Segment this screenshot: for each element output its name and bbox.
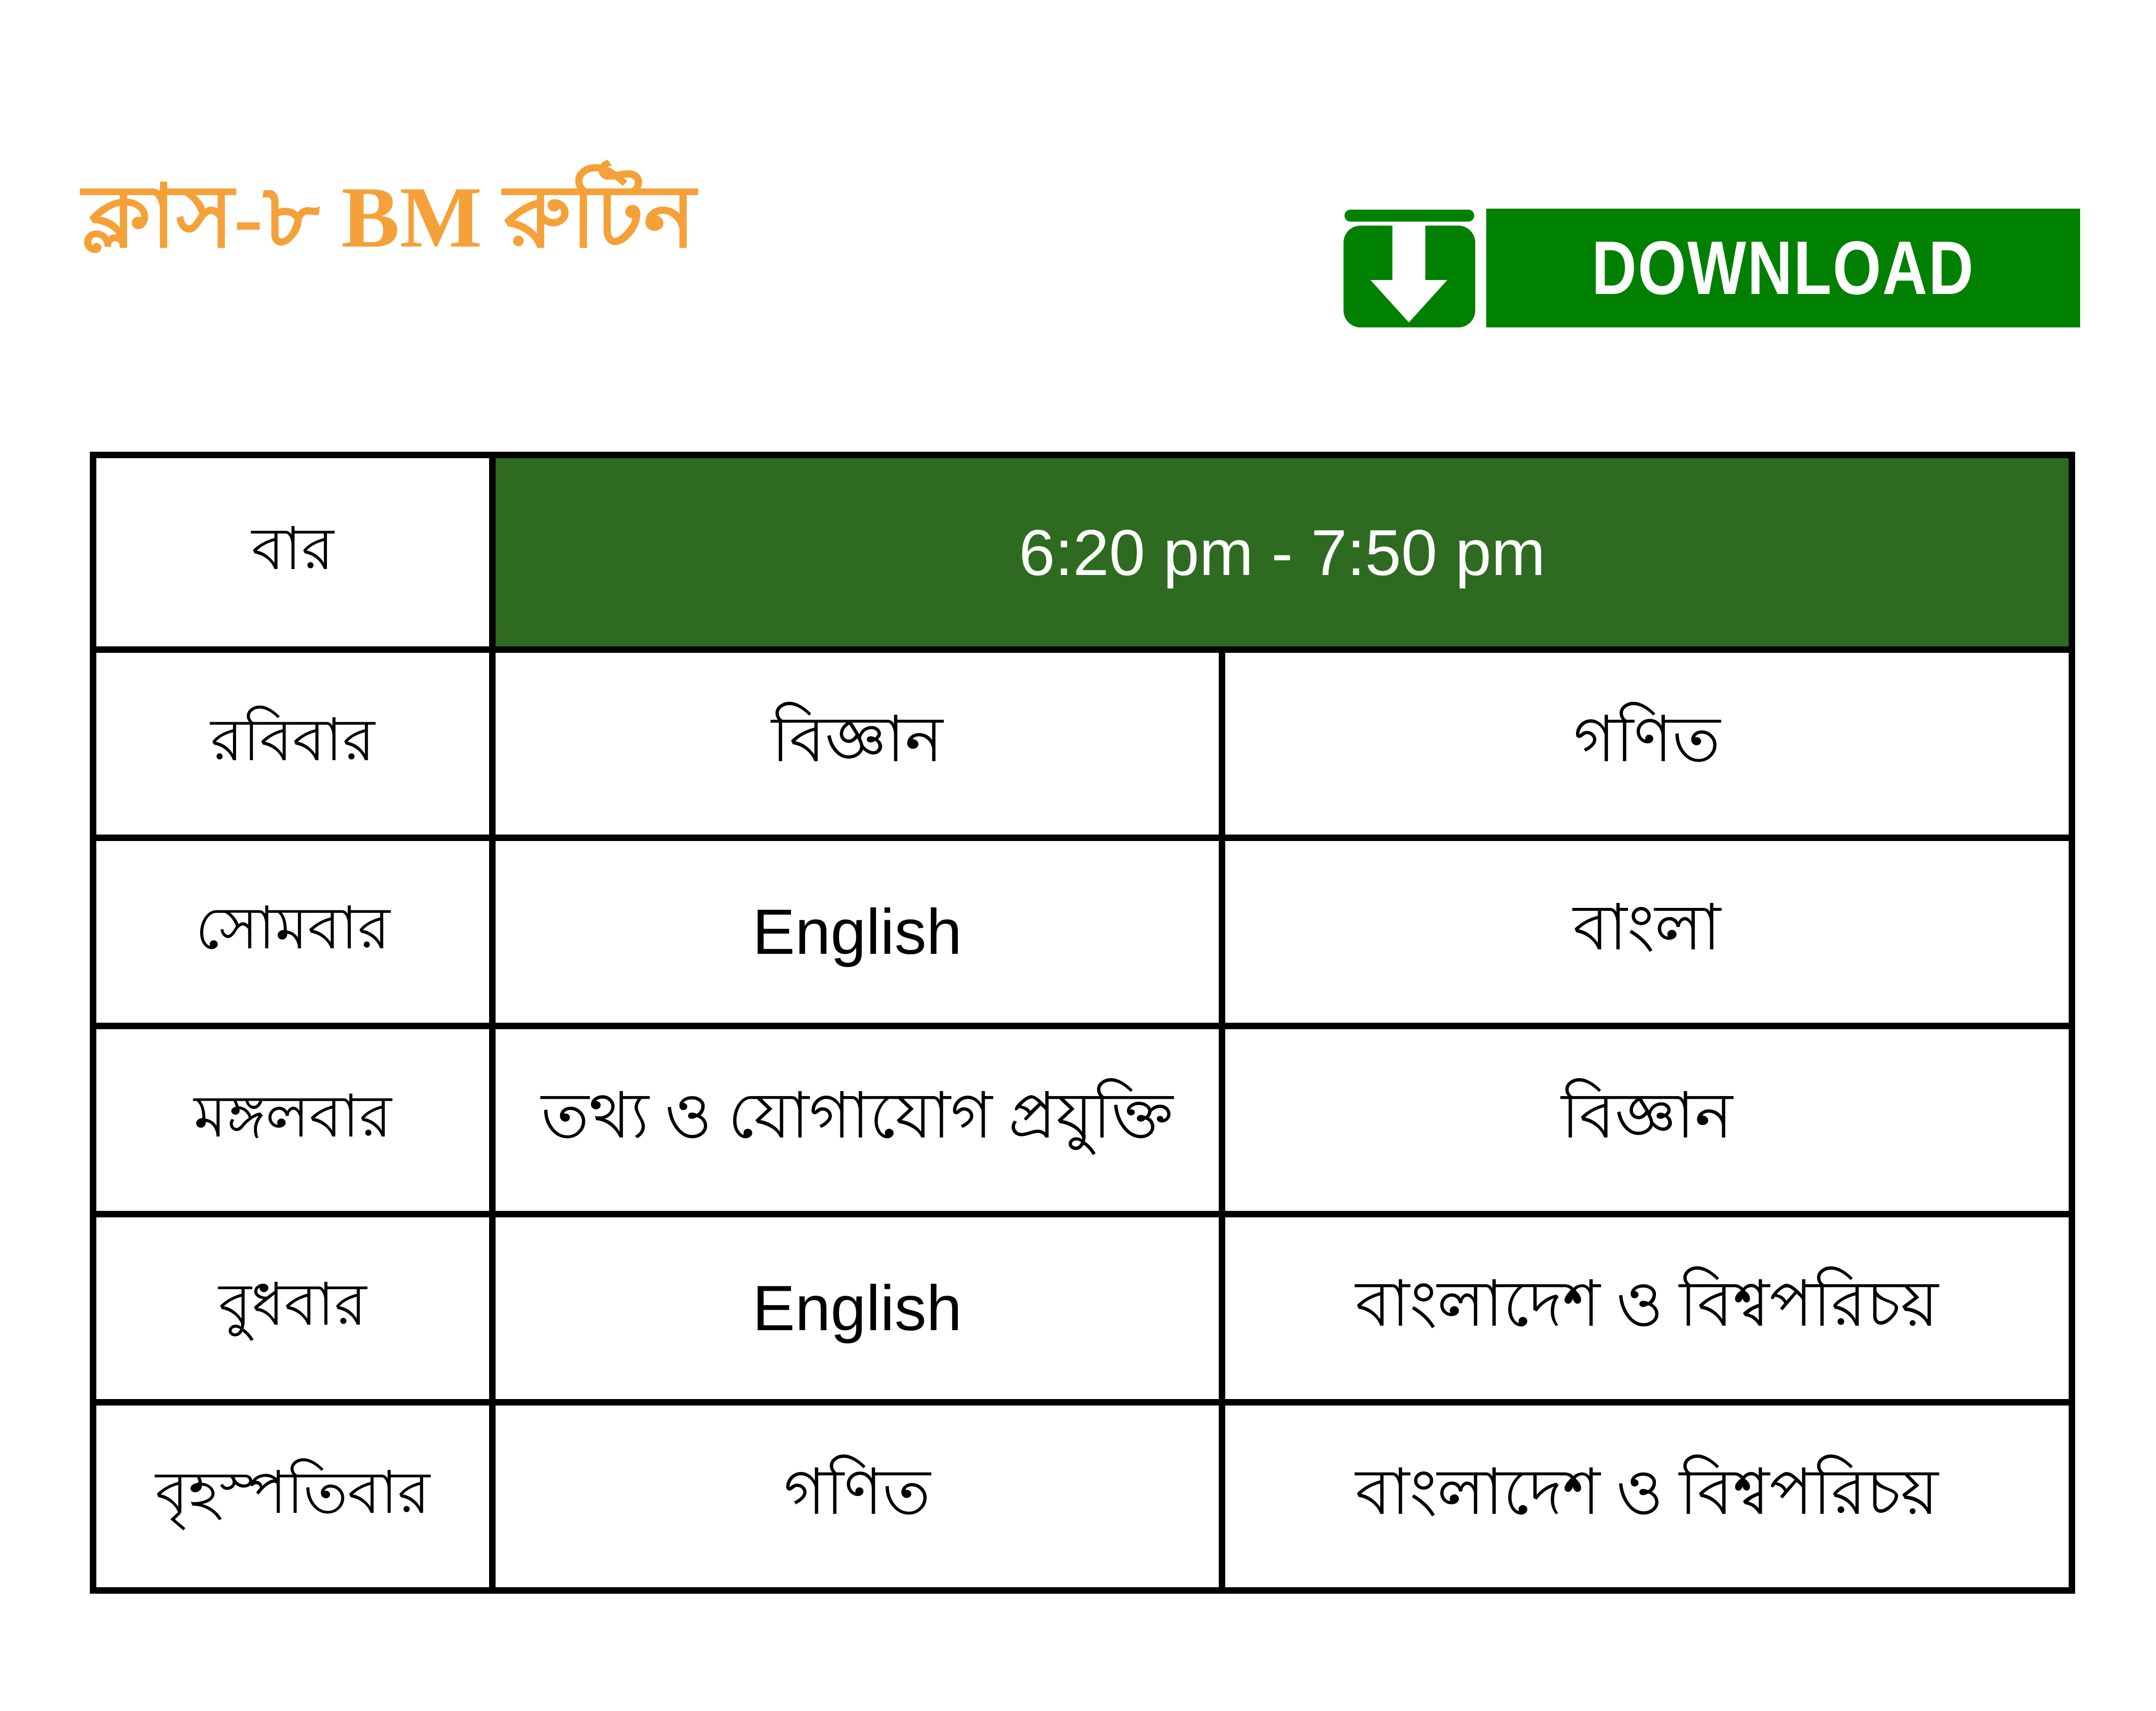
- day-cell: মঙ্গলবার: [93, 1026, 493, 1214]
- table-row: [93, 1214, 2072, 1403]
- download-button[interactable]: [1341, 209, 2080, 328]
- subject-cell: গণিত: [493, 1403, 1222, 1591]
- subject-cell: বাংলাদেশ ও বিশ্বপরিচয়: [1222, 1403, 2072, 1591]
- subject-cell: বাংলাদেশ ও বিশ্বপরিচয়: [1222, 1214, 2072, 1403]
- download-icon[interactable]: [1341, 209, 1478, 328]
- routine-table: [90, 452, 2075, 1594]
- table-row: [93, 650, 2072, 838]
- table-row: [93, 1403, 2072, 1591]
- table-row: [93, 1026, 2072, 1214]
- download-label[interactable]: [1486, 209, 2080, 327]
- day-cell: বুধবার: [93, 1214, 493, 1403]
- day-cell: রবিবার: [93, 650, 493, 838]
- subject-cell: তথ্য ও যোগাযোগ প্রযুক্তি: [493, 1026, 1222, 1214]
- subject-cell: বাংলা: [1222, 838, 2072, 1026]
- day-column-header: বার: [93, 455, 493, 650]
- subject-cell: বিজ্ঞান: [1222, 1026, 2072, 1214]
- table-row: [93, 838, 2072, 1026]
- page-title: ক্লাস-৮ BM রুটিন: [82, 169, 696, 266]
- subject-cell: গণিত: [1222, 650, 2072, 838]
- subject-cell: English: [493, 1214, 1222, 1403]
- subject-cell: English: [493, 838, 1222, 1026]
- time-slot-header: 6:20 pm - 7:50 pm: [493, 455, 2072, 650]
- day-cell: সোমবার: [93, 838, 493, 1026]
- download-label-text: DOWNLOAD: [1592, 225, 1975, 310]
- subject-cell: বিজ্ঞান: [493, 650, 1222, 838]
- day-cell: বৃহস্পতিবার: [93, 1403, 493, 1591]
- table-header-row: [93, 455, 2072, 650]
